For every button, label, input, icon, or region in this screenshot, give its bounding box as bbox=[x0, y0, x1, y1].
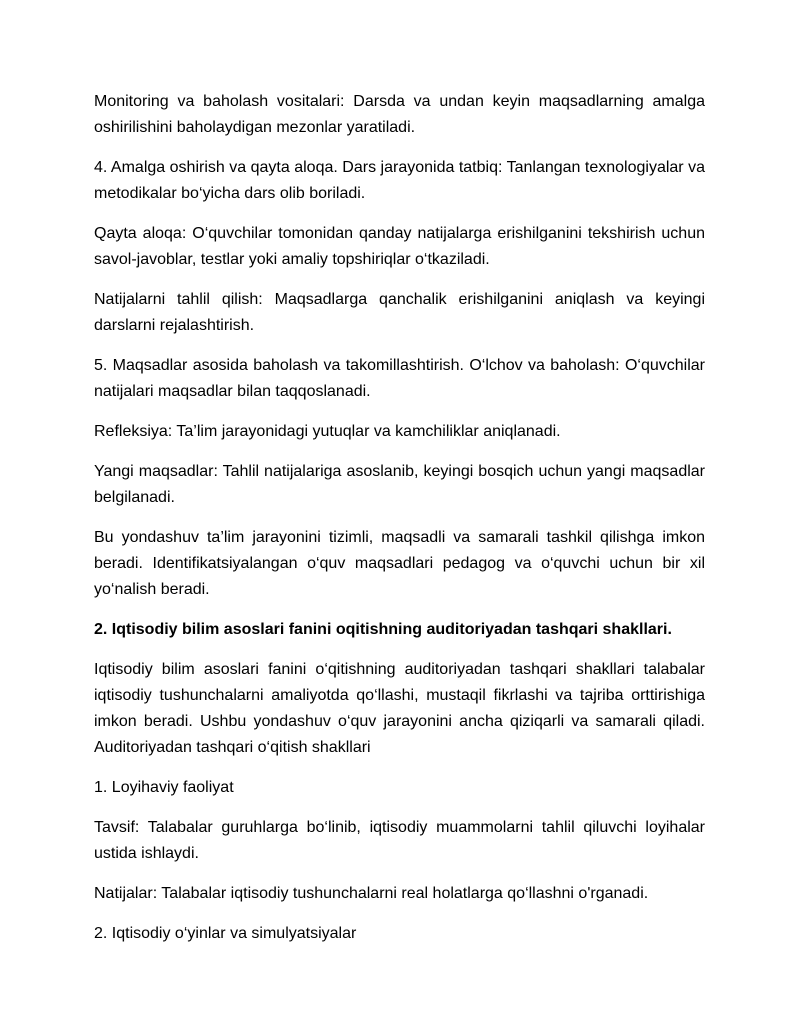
paragraph-description: Tavsif: Talabalar guruhlarga bo‘linib, iqtisodiy muammolarni tahlil qiluvchi loyihalar ustida ishlaydi. bbox=[94, 819, 705, 862]
list-item-project-activity: 1. Loyihaviy faoliyat bbox=[94, 779, 234, 796]
section-heading: 2. Iqtisodiy bilim asoslari fanini oqitishning auditoriyadan tashqari shakllari. bbox=[94, 621, 672, 638]
paragraph-new-goals: Yangi maqsadlar: Tahlil natijalariga asoslanib, keyingi bosqich uchun yangi maqsadlar belgilanadi. bbox=[94, 463, 705, 506]
paragraph-step-5: 5. Maqsadlar asosida baholash va takomillashtirish. O‘lchov va baholash: O‘quvchilar natijalari maqsadlar bilan taqqoslanadi. bbox=[94, 357, 705, 400]
list-item-games-simulations: 2. Iqtisodiy o‘yinlar va simulyatsiyalar bbox=[94, 925, 357, 942]
paragraph-step-4: 4. Amalga oshirish va qayta aloqa. Dars jarayonida tatbiq: Tanlangan texnologiyalar va metodikalar bo‘yicha dars olib boriladi. bbox=[94, 159, 705, 202]
paragraph-outcomes: Natijalar: Talabalar iqtisodiy tushunchalarni real holatlarga qo‘llashni o'rganadi. bbox=[94, 885, 649, 902]
document-page bbox=[94, 89, 705, 961]
paragraph-extracurricular-intro: Iqtisodiy bilim asoslari fanini o‘qitishning auditoriyadan tashqari shakllari talabalar iqtisodiy tushunchalarni amaliyotda qo‘llashi, mustaqil fikrlashi va tajriba orttirishiga imkon beradi. Ushbu yondashuv o‘quv jarayonini ancha qiziqarli va samarali qiladi. Auditoriyadan tashqari o‘qitish shakllari bbox=[94, 661, 705, 756]
paragraph-feedback: Qayta aloqa: O‘quvchilar tomonidan qanday natijalarga erishilganini tekshirish uchun savol-javoblar, testlar yoki amaliy topshiriqlar o‘tkaziladi. bbox=[94, 225, 705, 268]
paragraph-monitoring: Monitoring va baholash vositalari: Darsda va undan keyin maqsadlarning amalga oshirilishini baholaydigan mezonlar yaratiladi. bbox=[94, 93, 705, 136]
paragraph-reflection: Refleksiya: Ta’lim jarayonidagi yutuqlar va kamchiliklar aniqlanadi. bbox=[94, 423, 561, 440]
paragraph-approach-summary: Bu yondashuv ta’lim jarayonini tizimli, maqsadli va samarali tashkil qilishga imkon beradi. Identifikatsiyalangan o‘quv maqsadlari pedagog va o‘quvchi uchun bir xil yo‘nalish beradi. bbox=[94, 529, 705, 598]
paragraph-results-analysis: Natijalarni tahlil qilish: Maqsadlarga qanchalik erishilganini aniqlash va keyingi darslarni rejalashtirish. bbox=[94, 291, 705, 334]
